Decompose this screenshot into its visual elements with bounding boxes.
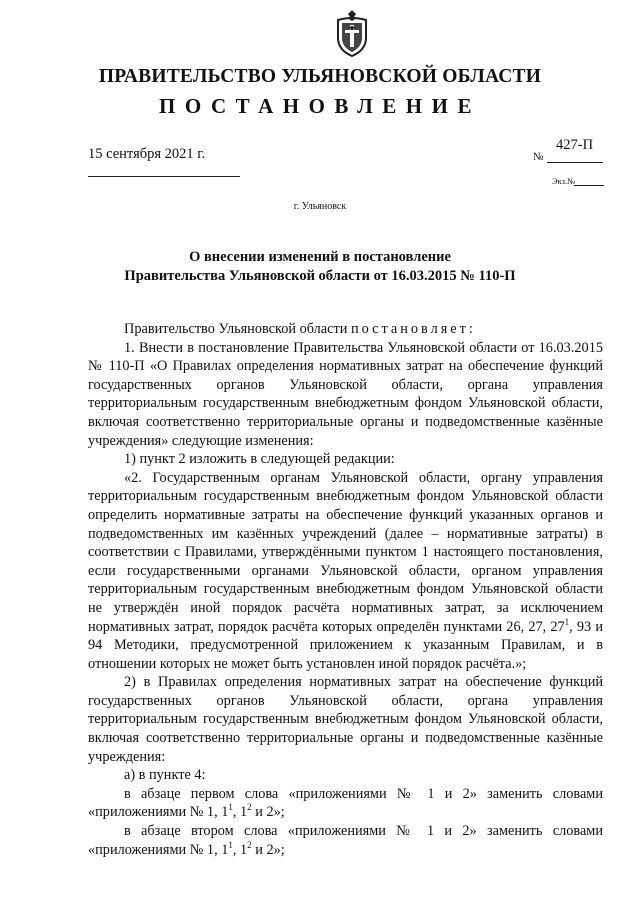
paragraph-3: [88, 469, 603, 674]
decree-body: [88, 320, 603, 859]
paragraph-6-superscript-2: 2: [247, 802, 252, 813]
heading-line-1: О внесении изменений в постановление: [189, 249, 451, 265]
number-underline: [547, 162, 603, 163]
resolves-word: постановляет:: [350, 321, 476, 337]
paragraph-3-superscript: 1: [564, 616, 570, 627]
paragraph-3-text-b: , 93 и 94 Методики, предусмотренной приложением к указанным Правилам, и в отношении которых не может быть установлен иной порядок расчёта.»;: [88, 618, 604, 672]
paragraph-2: 1) пункт 2 изложить в следующей редакции:: [124, 451, 395, 468]
paragraph-7-superscript-1: 1: [228, 839, 233, 850]
decree-number: 427-П: [556, 137, 594, 153]
paragraph-6: [88, 785, 603, 822]
government-title: ПРАВИТЕЛЬСТВО УЛЬЯНОВСКОЙ ОБЛАСТИ: [98, 66, 542, 87]
decree-date: 15 сентября 2021 г.: [88, 146, 206, 162]
copy-number-underline: [574, 185, 604, 186]
paragraph-6-text-c: и 2»;: [251, 804, 285, 821]
heading-line-2: Правительства Ульяновской области от 16.03.2015 № 110-П: [124, 268, 516, 284]
coat-of-arms-icon: [332, 8, 372, 58]
number-prefix: №: [533, 151, 544, 163]
city-label: г. Ульяновск: [293, 201, 347, 212]
paragraph-7-text-a: в абзаце втором слова «приложениями № 1 и 2» заменить словами «приложениями № 1, 1: [88, 823, 603, 858]
paragraph-6-text-a: в абзаце первом слова «приложениями № 1 и 2» заменить словами «приложениями № 1, 1: [88, 785, 603, 821]
copy-number-label: Экз.№: [552, 176, 576, 186]
paragraph-1: 1. Внести в постановление Правительства Ульяновской области от 16.03.2015 № 110-П «О Правилах определения нормативных затрат на обеспечение функций государственных органов Ульяновской области, органа управления территориальным государственным внебюджетным фондом Ульяновской области, включая соответственно территориальные органы и подведомственные казённые учреждения» следующие изменения:: [88, 339, 603, 449]
date-underline: [88, 176, 240, 177]
decree-heading: [0, 248, 640, 286]
paragraph-4: 2) в Правилах определения нормативных затрат на обеспечение функций государственных органов Ульяновской области, органа управления территориальным государственным внебюджетным фондом Ульяновской области, включая соответственно территориальные органы и подведомственные казённые учреждения:: [88, 674, 603, 765]
paragraph-7-text-b: , 1: [232, 841, 248, 858]
decree-title: ПОСТАНОВЛЕНИЕ: [159, 94, 481, 118]
intro-paragraph: [88, 320, 603, 339]
paragraph-7-text-c: и 2»;: [251, 841, 285, 858]
paragraph-7-superscript-2: 2: [247, 839, 252, 850]
paragraph-6-text-b: , 1: [232, 804, 248, 821]
paragraph-7: [88, 822, 603, 859]
intro-text: Правительство Ульяновской области: [124, 321, 351, 337]
paragraph-5: а) в пункте 4:: [124, 767, 206, 784]
paragraph-3-text-a: «2. Государственным органам Ульяновской области, органу управления территориальным государственным внебюджетным фондом Ульяновской области определить нормативные затраты на обеспечение функций указанных органов и подведомственных им казённых учреждений (далее – нормативные затраты) в соответствии с Правилами, утверждёнными пунктом 1 настоящего постановления, если государственными органами Ульяновской области, органом управления территориальным государственным внебюджетным фондом Ульяновской области не утверждён иной порядок расчёта нормативных затрат, за исключением нормативных затрат, порядок расчёта которых определён пунктами 26, 27, 27: [88, 469, 603, 635]
paragraph-6-superscript-1: 1: [228, 802, 233, 813]
